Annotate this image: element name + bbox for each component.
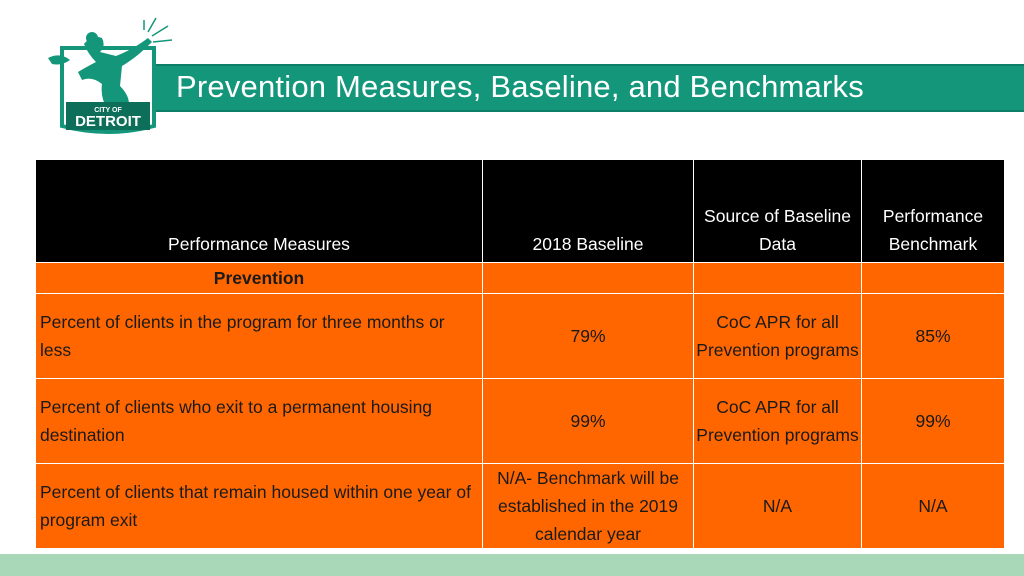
bottom-band bbox=[0, 554, 1024, 576]
benchmark-cell: 99% bbox=[862, 379, 1005, 464]
measure-cell: Percent of clients that remain housed within one year of program exit bbox=[36, 464, 483, 549]
header-performance-benchmark: Performance Benchmark bbox=[862, 160, 1005, 263]
city-of-detroit-logo bbox=[44, 14, 184, 138]
benchmark-cell: N/A bbox=[862, 464, 1005, 549]
source-cell: N/A bbox=[694, 464, 862, 549]
table-row bbox=[36, 294, 1005, 379]
logo-line1: CITY OF bbox=[94, 107, 122, 114]
section-row-prevention bbox=[36, 263, 1005, 294]
empty-cell bbox=[483, 263, 694, 294]
measure-cell: Percent of clients in the program for three months or less bbox=[36, 294, 483, 379]
benchmark-cell: 85% bbox=[862, 294, 1005, 379]
source-cell: CoC APR for all Prevention programs bbox=[694, 294, 862, 379]
header-performance-measures: Performance Measures bbox=[36, 160, 483, 263]
baseline-cell: N/A- Benchmark will be established in the 2019 calendar year bbox=[483, 464, 694, 549]
section-label: Prevention bbox=[36, 263, 483, 294]
table-row bbox=[36, 379, 1005, 464]
slide-title: Prevention Measures, Baseline, and Benchmarks bbox=[176, 69, 864, 104]
benchmarks-table bbox=[35, 159, 1005, 549]
table-row bbox=[36, 464, 1005, 549]
empty-cell bbox=[862, 263, 1005, 294]
baseline-cell: 99% bbox=[483, 379, 694, 464]
source-cell: CoC APR for all Prevention programs bbox=[694, 379, 862, 464]
empty-cell bbox=[694, 263, 862, 294]
header-source-of-baseline-data: Source of Baseline Data bbox=[694, 160, 862, 263]
measure-cell: Percent of clients who exit to a permanent housing destination bbox=[36, 379, 483, 464]
baseline-cell: 79% bbox=[483, 294, 694, 379]
header-2018-baseline: 2018 Baseline bbox=[483, 160, 694, 263]
table-header-row bbox=[36, 160, 1005, 263]
benchmarks-table-wrap bbox=[35, 159, 1004, 549]
logo-line2: DETROIT bbox=[75, 113, 141, 130]
